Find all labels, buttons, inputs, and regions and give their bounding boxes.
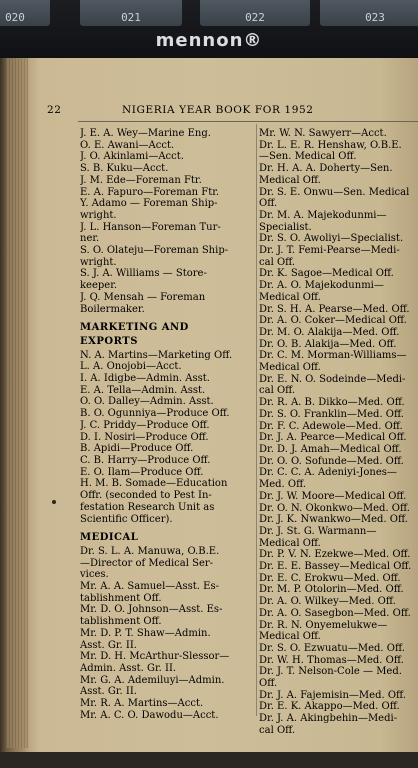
entry-line: wright. xyxy=(80,256,117,268)
entry-line: Dr. C. C. A. Adeniyi-Jones— xyxy=(259,467,397,479)
entry-line: wright. xyxy=(80,209,117,221)
entry-line: —Director of Medical Ser- xyxy=(80,557,214,569)
entry-line: Mr. D. P. T. Shaw—Admin. xyxy=(80,627,211,639)
entry-line: Medical Off. xyxy=(259,362,321,374)
left-column xyxy=(80,128,256,721)
entry-line: cal Off. xyxy=(259,256,296,268)
entry-line: Mr. W. N. Sawyerr—Acct. xyxy=(259,128,387,139)
entry-line: E. A. Fapuro—Foreman Ftr. xyxy=(80,186,220,198)
entry-line: H. M. B. Somade—Education xyxy=(80,478,228,490)
entry-line: Dr. J. T. Femi-Pearse—Medi- xyxy=(259,245,400,257)
entry-line: Dr. J. A. Akingbehin—Medi- xyxy=(259,713,398,725)
page-number: 22 xyxy=(47,104,62,116)
entry-line: S. B. Kuku—Acct. xyxy=(80,163,169,175)
frame-tab: 021 xyxy=(80,0,182,26)
entry-line: Dr. J. K. Nwankwo—Med. Off. xyxy=(259,514,408,526)
entry-line: O. E. Awani—Acct. xyxy=(80,139,175,151)
entry-line: L. A. Onojobi—Acct. xyxy=(80,361,182,373)
entry-line: Mr. D. H. McArthur-Slessor— xyxy=(80,651,230,663)
entry-line: Dr. M. P. Otolorin—Med. Off. xyxy=(259,584,404,596)
entry-line: Admin. Asst. Gr. II. xyxy=(80,662,177,674)
entry-line: Asst. Gr. II. xyxy=(80,639,137,651)
entry-line: Dr. P. V. N. Ezekwe—Med. Off. xyxy=(259,549,411,561)
section-heading: MARKETING AND xyxy=(80,322,189,334)
entry-line: Offr. (seconded to Pest In- xyxy=(80,490,212,502)
entry-line: Dr. O. O. Sofunde—Med. Off. xyxy=(259,455,404,467)
entry-line: I. A. Idigbe—Admin. Asst. xyxy=(80,373,210,385)
entry-line: Mr. A. C. O. Dawodu—Acct. xyxy=(80,709,219,721)
header-rule xyxy=(78,121,418,122)
entry-line: cal Off. xyxy=(259,724,296,736)
entry-line: D. I. Nosiri—Produce Off. xyxy=(80,431,209,443)
entry-line: Dr. S. H. A. Pearse—Med. Off. xyxy=(259,303,410,315)
entry-line: J. O. Akinlami—Acct. xyxy=(80,151,184,163)
entry-line: Dr. E. K. Akappo—Med. Off. xyxy=(259,701,400,713)
entry-line: festation Research Unit as xyxy=(80,501,215,513)
entry-line: Scientific Officer). xyxy=(80,513,173,525)
entry-line: Dr. E. N. O. Sodeinde—Medi- xyxy=(259,373,406,385)
entry-line: Specialist. xyxy=(259,221,312,233)
entry-line: Off. xyxy=(259,678,278,690)
entry-line: Dr. K. Sagoe—Medical Off. xyxy=(259,268,394,280)
entry-line: J. E. A. Wey—Marine Eng. xyxy=(80,128,211,139)
entry-line: Y. Adamo — Foreman Ship- xyxy=(80,198,218,210)
entry-line: E. O. Ilam—Produce Off. xyxy=(80,466,204,478)
scanner-strip xyxy=(0,0,418,58)
entry-line: Off. xyxy=(259,198,278,210)
entry-line: Dr. R. A. B. Dikko—Med. Off. xyxy=(259,397,405,409)
entry-line: J. C. Priddy—Produce Off. xyxy=(80,419,210,431)
entry-line: —Sen. Medical Off. xyxy=(259,151,357,163)
entry-line: Med. Off. xyxy=(259,479,307,491)
column-divider xyxy=(256,124,257,716)
entry-line: Dr. S. O. Ezwuatu—Med. Off. xyxy=(259,642,405,654)
entry-line: Mr. A. A. Samuel—Asst. Es- xyxy=(80,581,219,593)
entry-line: S. O. Olateju—Foreman Ship- xyxy=(80,245,229,257)
entry-line: tablishment Off. xyxy=(80,616,162,628)
entry-line: cal Off. xyxy=(259,385,296,397)
entry-line: Dr. J. W. Moore—Medical Off. xyxy=(259,490,407,502)
section-heading: EXPORTS xyxy=(80,335,138,347)
entry-line: J. M. Ede—Foreman Ftr. xyxy=(80,174,202,186)
entry-line: Dr. E. C. Erokwu—Med. Off. xyxy=(259,572,401,584)
entry-line: J. L. Hanson—Foreman Tur- xyxy=(80,221,221,233)
entry-line: E. A. Tella—Admin. Asst. xyxy=(80,384,206,396)
page-edges xyxy=(6,58,28,748)
frame-tab: 020 xyxy=(0,0,50,26)
entry-line: Dr. S. O. Franklin—Med. Off. xyxy=(259,408,404,420)
bottom-edge xyxy=(0,752,418,768)
section-heading: MEDICAL xyxy=(80,532,139,544)
entry-line: Dr. H. A. A. Doherty—Sen. xyxy=(259,163,393,175)
entry-line: Dr. E. E. Bassey—Medical Off. xyxy=(259,561,412,573)
entry-line: J. Q. Mensah — Foreman xyxy=(80,291,206,303)
entry-line: Dr. R. N. Onyemelukwe— xyxy=(259,619,388,631)
page-hole xyxy=(52,500,56,504)
entry-line: N. A. Martins—Marketing Off. xyxy=(80,349,233,361)
entry-line: Dr. J. St. G. Warmann— xyxy=(259,525,377,537)
frame-tab: 023 xyxy=(320,0,418,26)
entry-line: Asst. Gr. II. xyxy=(80,686,137,698)
entry-line: Dr. J. T. Nelson-Cole — Med. xyxy=(259,666,402,678)
entry-line: vices. xyxy=(80,569,109,581)
entry-line: Dr. A. O. Majekodunmi— xyxy=(259,280,384,292)
entry-line: keeper. xyxy=(80,280,118,292)
entry-line: Dr. F. C. Adewole—Med. Off. xyxy=(259,420,403,432)
entry-line: tablishment Off. xyxy=(80,592,162,604)
entry-line: Dr. D. J. Amah—Medical Off. xyxy=(259,443,402,455)
frame-tab: 022 xyxy=(200,0,310,26)
entry-line: Dr. W. H. Thomas—Med. Off. xyxy=(259,654,404,666)
entry-line: Dr. J. A. Fajemisin—Med. Off. xyxy=(259,689,406,701)
entry-line: C. B. Harry—Produce Off. xyxy=(80,454,211,466)
entry-line: Medical Off. xyxy=(259,537,321,549)
running-head: NIGERIA YEAR BOOK FOR 1952 xyxy=(122,104,314,116)
entry-line: Dr. L. E. R. Henshaw, O.B.E. xyxy=(259,139,402,151)
entry-line: Dr. O. N. Okonkwo—Med. Off. xyxy=(259,502,410,514)
entry-line: Mr. D. O. Johnson—Asst. Es- xyxy=(80,604,223,616)
entry-line: Dr. O. B. Alakija—Med. Off. xyxy=(259,338,397,350)
entry-line: Medical Off. xyxy=(259,174,321,186)
entry-line: Mr. R. A. Martins—Acct. xyxy=(80,698,204,710)
entry-line: ner. xyxy=(80,233,100,245)
entry-line: Medical Off. xyxy=(259,631,321,643)
entry-line: O. O. Dalley—Admin. Asst. xyxy=(80,396,214,408)
entry-line: Dr. S. E. Onwu—Sen. Medical xyxy=(259,186,410,198)
entry-line: Dr. M. O. Alakija—Med. Off. xyxy=(259,326,400,338)
brand-logo: mennon® xyxy=(155,30,263,51)
entry-line: Dr. A. O. Wilkey—Med. Off. xyxy=(259,596,396,608)
entry-line: Dr. M. A. Majekodunmi— xyxy=(259,209,387,221)
entry-line: B. Apidi—Produce Off. xyxy=(80,443,194,455)
entry-line: B. O. Ogunniya—Produce Off. xyxy=(80,408,230,420)
entry-line: Dr. J. A. Pearce—Medical Off. xyxy=(259,432,407,444)
entry-line: Medical Off. xyxy=(259,291,321,303)
entry-line: Dr. A. O. Coker—Medical Off. xyxy=(259,315,407,327)
entry-line: Dr. S. L. A. Manuwa, O.B.E. xyxy=(80,545,220,557)
right-column xyxy=(259,128,418,737)
entry-line: S. J. A. Williams — Store- xyxy=(80,268,207,280)
entry-line: Dr. A. O. Sasegbon—Med. Off. xyxy=(259,607,411,619)
entry-line: Boilermaker. xyxy=(80,303,145,315)
entry-line: Dr. S. O. Awoliyi—Specialist. xyxy=(259,233,404,245)
entry-line: Mr. G. A. Ademiluyi—Admin. xyxy=(80,674,225,686)
entry-line: Dr. C. M. Morman-Williams— xyxy=(259,350,407,362)
